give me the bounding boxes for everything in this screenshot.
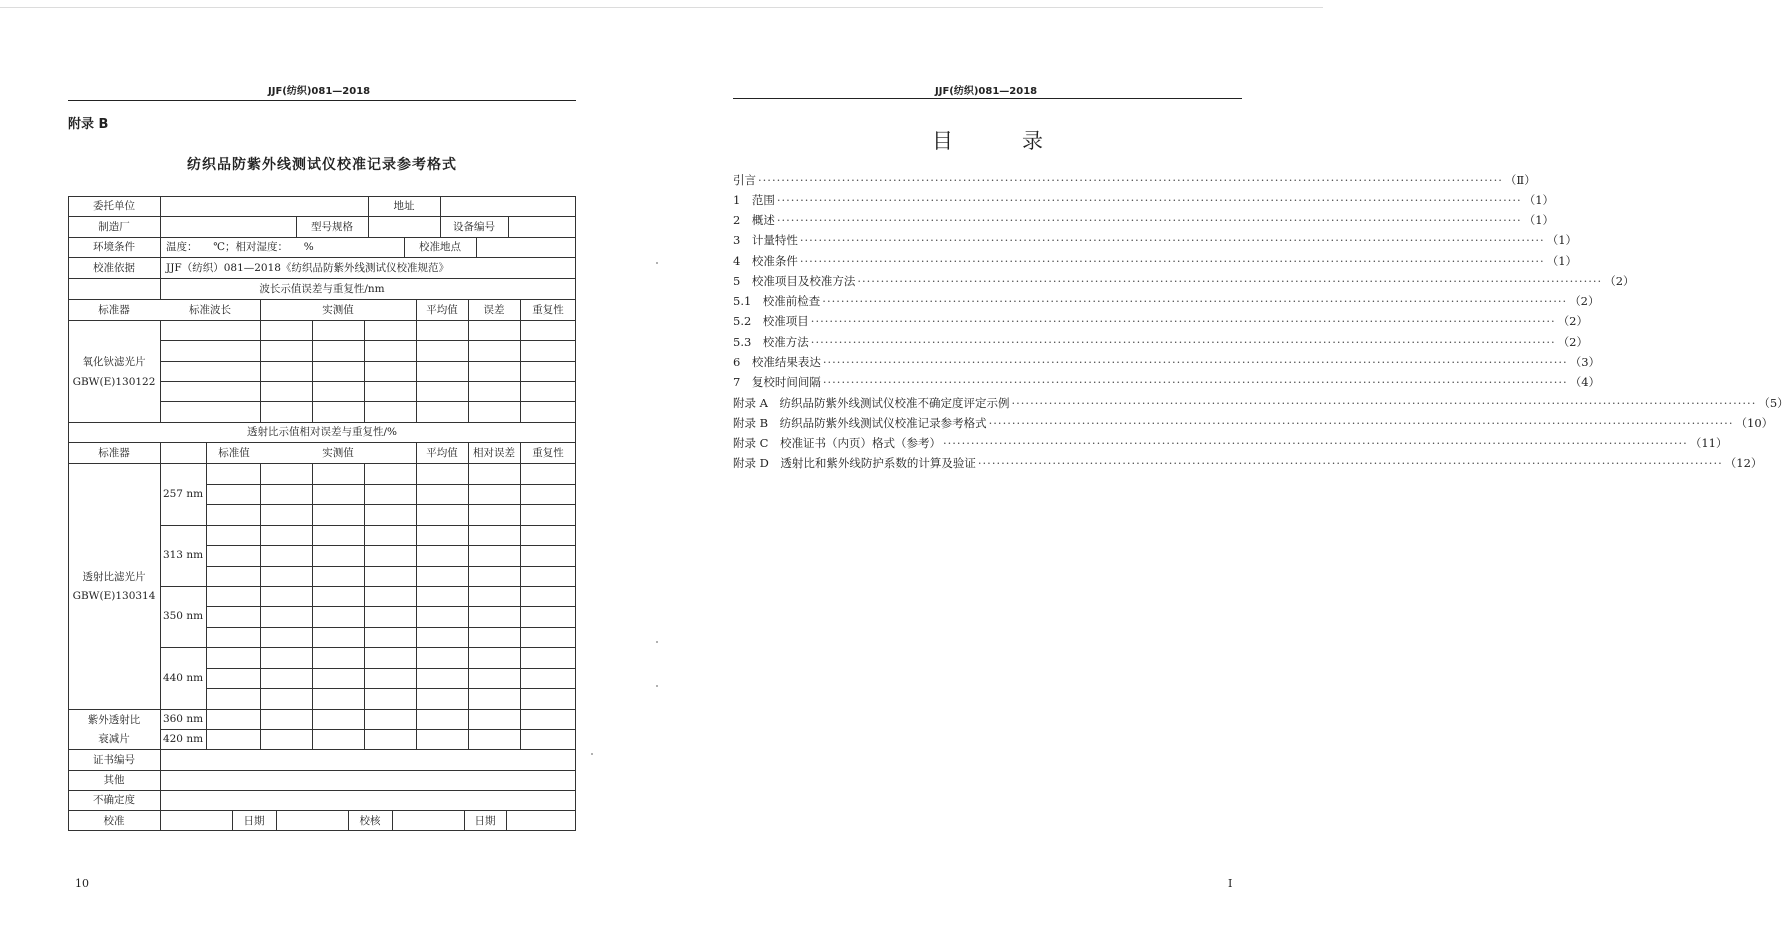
s1-header-repeatability: 重复性: [532, 303, 564, 316]
left-header-rule: [68, 100, 576, 101]
label-manufacturer: 制造厂: [98, 220, 130, 233]
toc-page: （11）: [1689, 436, 1728, 450]
toc-leader-dots: ································································································································································: [822, 355, 1568, 369]
section2-title: 透射比示值相对误差与重复性/%: [246, 425, 398, 438]
label-calibrate: 校准: [103, 814, 125, 827]
basis-text: JJF（纺织）081—2018《纺织品防紫外线测试仪校准规范》: [166, 261, 449, 274]
toc-title: 目 录: [932, 129, 1067, 153]
appendix-label: 附录 B: [68, 117, 109, 132]
toc-leader-dots: ································································································································································: [822, 375, 1568, 389]
toc-label: 3 计量特性: [733, 233, 798, 247]
toc-leader-dots: ································································································································································: [776, 213, 1522, 227]
toc-entry[interactable]: [733, 373, 1601, 391]
toc-label: 7 复校时间间隔: [733, 375, 821, 389]
toc-entry[interactable]: [733, 211, 1555, 229]
section1-title: 波长示值误差与重复性/nm: [259, 282, 385, 295]
toc-page: （2）: [1557, 335, 1589, 349]
toc-entry[interactable]: [733, 333, 1589, 351]
toc-entry[interactable]: [733, 292, 1600, 310]
s2-header-repeatability: 重复性: [532, 446, 564, 459]
s2-standard-code: GBW(E)130314: [72, 589, 156, 602]
toc-leader-dots: ································································································································································: [799, 233, 1545, 247]
label-model: 型号规格: [311, 220, 353, 233]
s1-header-wavelength: 标准波长: [189, 303, 231, 316]
env-conditions-text: 温度： ℃；相对湿度： %: [166, 240, 314, 253]
left-page-header: JJF(纺织)081—2018: [268, 86, 371, 97]
toc-page: （1）: [1546, 233, 1578, 247]
left-page-number: 10: [75, 877, 89, 890]
toc-label: 5.1 校准前检查: [733, 294, 821, 308]
toc-entry[interactable]: [733, 191, 1555, 209]
toc-entry[interactable]: [733, 231, 1578, 249]
label-env: 环境条件: [93, 240, 135, 253]
toc-label: 6 校准结果表达: [733, 355, 821, 369]
toc-page: （12）: [1724, 456, 1763, 470]
toc-label: 5.3 校准方法: [733, 335, 809, 349]
s2-header-relative-error: 相对误差: [473, 446, 515, 459]
toc-leader-dots: ································································································································································: [1011, 396, 1757, 410]
s1-standard-name: 氧化钬滤光片: [82, 355, 146, 368]
toc-label: 附录 A 纺织品防紫外线测试仪校准不确定度评定示例: [733, 396, 1010, 410]
toc-entry[interactable]: [733, 272, 1635, 290]
toc-leader-dots: ································································································································································: [977, 456, 1723, 470]
toc-page: （3）: [1569, 355, 1601, 369]
label-date: 日期: [243, 814, 265, 827]
toc-leader-dots: ································································································································································: [776, 193, 1522, 207]
wavelength-257: 257 nm: [162, 487, 204, 500]
toc-leader-dots: ································································································································································: [810, 335, 1556, 349]
uv-wavelength-420: 420 nm: [162, 732, 204, 745]
toc-entry[interactable]: [733, 414, 1774, 432]
toc-page: （2）: [1557, 314, 1589, 328]
wavelength-350: 350 nm: [162, 609, 204, 622]
s2-header-measured: 实测值: [322, 446, 354, 459]
toc-page: （10）: [1735, 416, 1774, 430]
toc-page: （1）: [1523, 193, 1555, 207]
toc-label: 5.2 校准项目: [733, 314, 809, 328]
s2-header-average: 平均值: [426, 446, 458, 459]
toc-page: （5）: [1758, 396, 1789, 410]
right-page-number: I: [1228, 877, 1233, 890]
scan-speck: [656, 262, 658, 264]
label-client: 委托单位: [93, 199, 135, 212]
toc-label: 附录 C 校准证书（内页）格式（参考）: [733, 436, 941, 450]
toc-label: 引言: [733, 173, 756, 187]
toc-page: （4）: [1569, 375, 1601, 389]
toc-label: 5 校准项目及校准方法: [733, 274, 856, 288]
right-page-header: JJF(纺织)081—2018: [935, 86, 1038, 97]
label-cert-no: 证书编号: [93, 753, 135, 766]
toc-label: 附录 D 透射比和紫外线防护系数的计算及验证: [733, 456, 976, 470]
toc-entry[interactable]: [733, 353, 1601, 371]
uv-attenuator-name-2: 衰减片: [98, 732, 130, 745]
label-uncertainty: 不确定度: [93, 793, 135, 806]
scan-speck: [656, 641, 658, 643]
toc-leader-dots: ································································································································································: [758, 173, 1503, 187]
label-basis: 校准依据: [93, 261, 135, 274]
s2-header-value: 标准值: [218, 446, 250, 459]
s2-header-standard: 标准器: [98, 446, 130, 459]
uv-attenuator-name-1: 紫外透射比: [87, 713, 141, 726]
toc-label: 附录 B 纺织品防紫外线测试仪校准记录参考格式: [733, 416, 987, 430]
s1-header-average: 平均值: [426, 303, 458, 316]
uv-wavelength-360: 360 nm: [162, 712, 204, 725]
label-address: 地址: [393, 199, 415, 212]
toc-entry[interactable]: [733, 394, 1789, 412]
label-date-2: 日期: [474, 814, 496, 827]
toc-label: 4 校准条件: [733, 254, 798, 268]
scan-speck: [591, 753, 593, 755]
form-title: 纺织品防紫外线测试仪校准记录参考格式: [187, 157, 457, 173]
scan-speck: [656, 685, 658, 687]
scan-edge: [0, 7, 1323, 8]
wavelength-440: 440 nm: [162, 671, 204, 684]
s1-header-error: 误差: [483, 303, 505, 316]
toc-leader-dots: ································································································································································: [988, 416, 1734, 430]
label-check: 校核: [359, 814, 381, 827]
calibration-record-table: [68, 196, 576, 831]
right-header-rule: [733, 98, 1242, 99]
label-cal-location: 校准地点: [419, 240, 461, 253]
toc-page: （1）: [1523, 213, 1555, 227]
s1-header-measured: 实测值: [322, 303, 354, 316]
toc-label: 1 范围: [733, 193, 775, 207]
toc-entry[interactable]: [733, 252, 1578, 270]
toc-label: 2 概述: [733, 213, 775, 227]
toc-leader-dots: ································································································································································: [822, 294, 1568, 308]
s1-standard-code: GBW(E)130122: [72, 375, 156, 388]
toc-page: （2）: [1569, 294, 1600, 308]
s1-header-standard: 标准器: [98, 303, 130, 316]
toc-leader-dots: ································································································································································: [799, 254, 1545, 268]
toc-page: （Ⅱ）: [1504, 173, 1536, 187]
toc-entry[interactable]: [733, 312, 1589, 330]
toc-page: （2）: [1604, 274, 1635, 288]
wavelength-313: 313 nm: [162, 548, 204, 561]
toc-entry[interactable]: [733, 454, 1763, 472]
toc-leader-dots: ································································································································································: [942, 436, 1688, 450]
toc-entry[interactable]: [733, 171, 1536, 189]
label-device-no: 设备编号: [453, 220, 495, 233]
toc-entry[interactable]: [733, 434, 1728, 452]
toc-leader-dots: ································································································································································: [857, 274, 1603, 288]
label-other: 其他: [103, 773, 125, 786]
s2-standard-name: 透射比滤光片: [82, 570, 146, 583]
toc-page: （1）: [1546, 254, 1578, 268]
toc-leader-dots: ································································································································································: [810, 314, 1556, 328]
